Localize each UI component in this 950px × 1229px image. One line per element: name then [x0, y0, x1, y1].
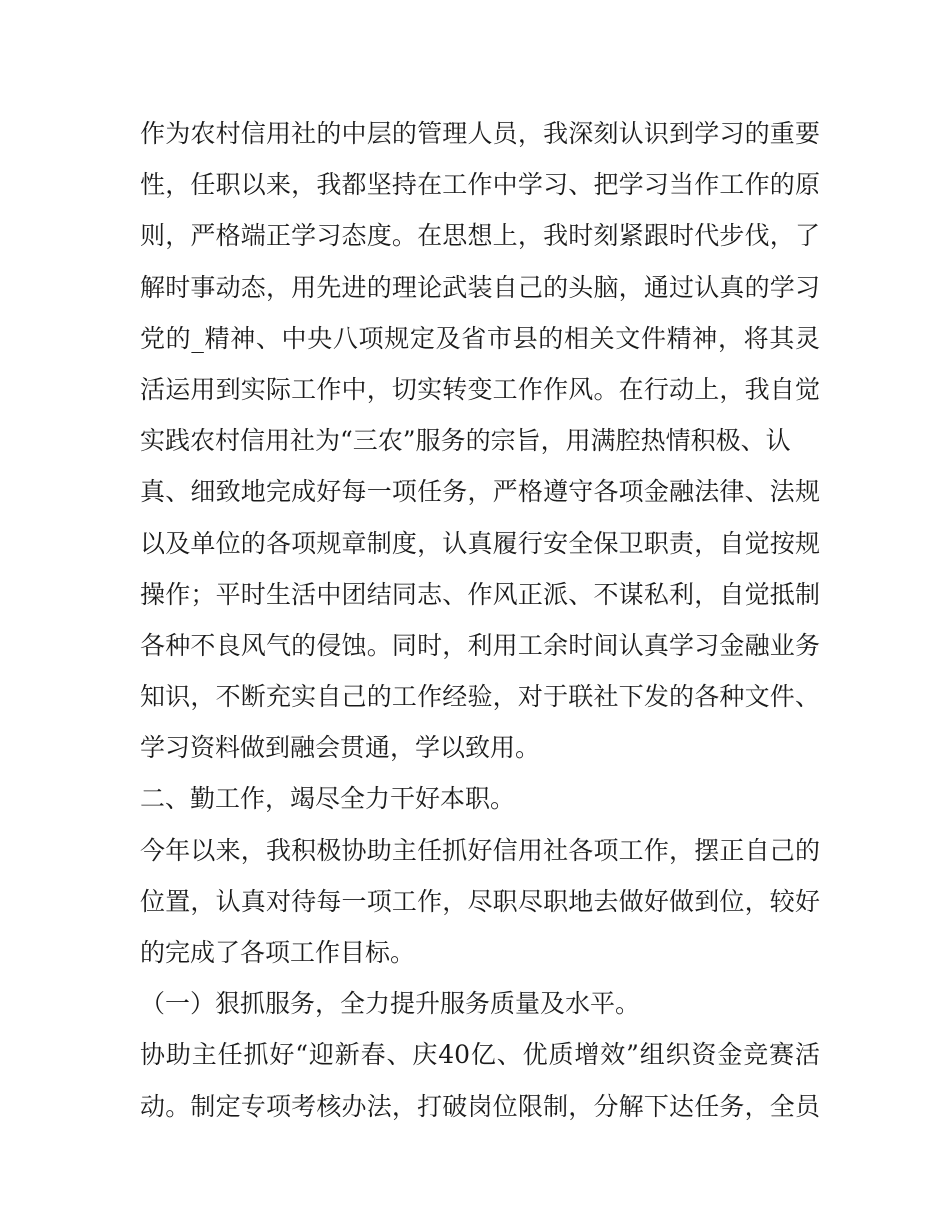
- text-line: 真、细致地完成好每一项任务，严格遵守各项金融法律、法规: [140, 477, 820, 507]
- text-line: 实践农村信用社为“三农”服务的宗旨，用满腔热情积极、认: [140, 426, 791, 456]
- text-line: 动。制定专项考核办法，打破岗位限制，分解下达任务，全员: [140, 1091, 820, 1121]
- text-line: 作为农村信用社的中层的管理人员，我深刻认识到学习的重要: [140, 119, 820, 148]
- text-line: 二、勤工作，竭尽全力干好本职。: [140, 784, 516, 814]
- text-line: 协助主任抓好“迎新春、庆40亿、优质增效”组织资金竞赛活: [140, 1040, 820, 1070]
- text-line: 性，任职以来，我都坚持在工作中学习、把学习当作工作的原: [140, 170, 820, 200]
- body-text: [140, 108, 820, 1132]
- text-line: 各种不良风气的侵蚀。同时，利用工余时间认真学习金融业务: [140, 630, 820, 660]
- text-line: （一）狠抓服务，全力提升服务质量及水平。: [140, 989, 641, 1019]
- text-line: 知识，不断充实自己的工作经验，对于联社下发的各种文件、: [140, 682, 820, 712]
- text-line: 则，严格端正学习态度。在思想上，我时刻紧跟时代步伐，了: [140, 221, 820, 251]
- text-line: 的完成了各项工作目标。: [140, 938, 416, 967]
- text-line: 操作；平时生活中团结同志、作风正派、不谋私利，自觉抵制: [140, 579, 820, 609]
- text-line: 党的_精神、中央八项规定及省市县的相关文件精神，将其灵: [140, 323, 820, 353]
- text-line: 位置，认真对待每一项工作，尽职尽职地去做好做到位，较好: [140, 886, 820, 916]
- text-line: 今年以来，我积极协助主任抓好信用社各项工作，摆正自己的: [140, 835, 820, 865]
- text-line: 学习资料做到融会贯通，学以致用。: [140, 733, 541, 763]
- text-line: 解时事动态，用先进的理论武装自己的头脑，通过认真的学习: [140, 272, 820, 302]
- text-line: 活运用到实际工作中，切实转变工作作风。在行动上，我自觉: [140, 374, 820, 404]
- text-line: 以及单位的各项规章制度，认真履行安全保卫职责，自觉按规: [140, 528, 820, 558]
